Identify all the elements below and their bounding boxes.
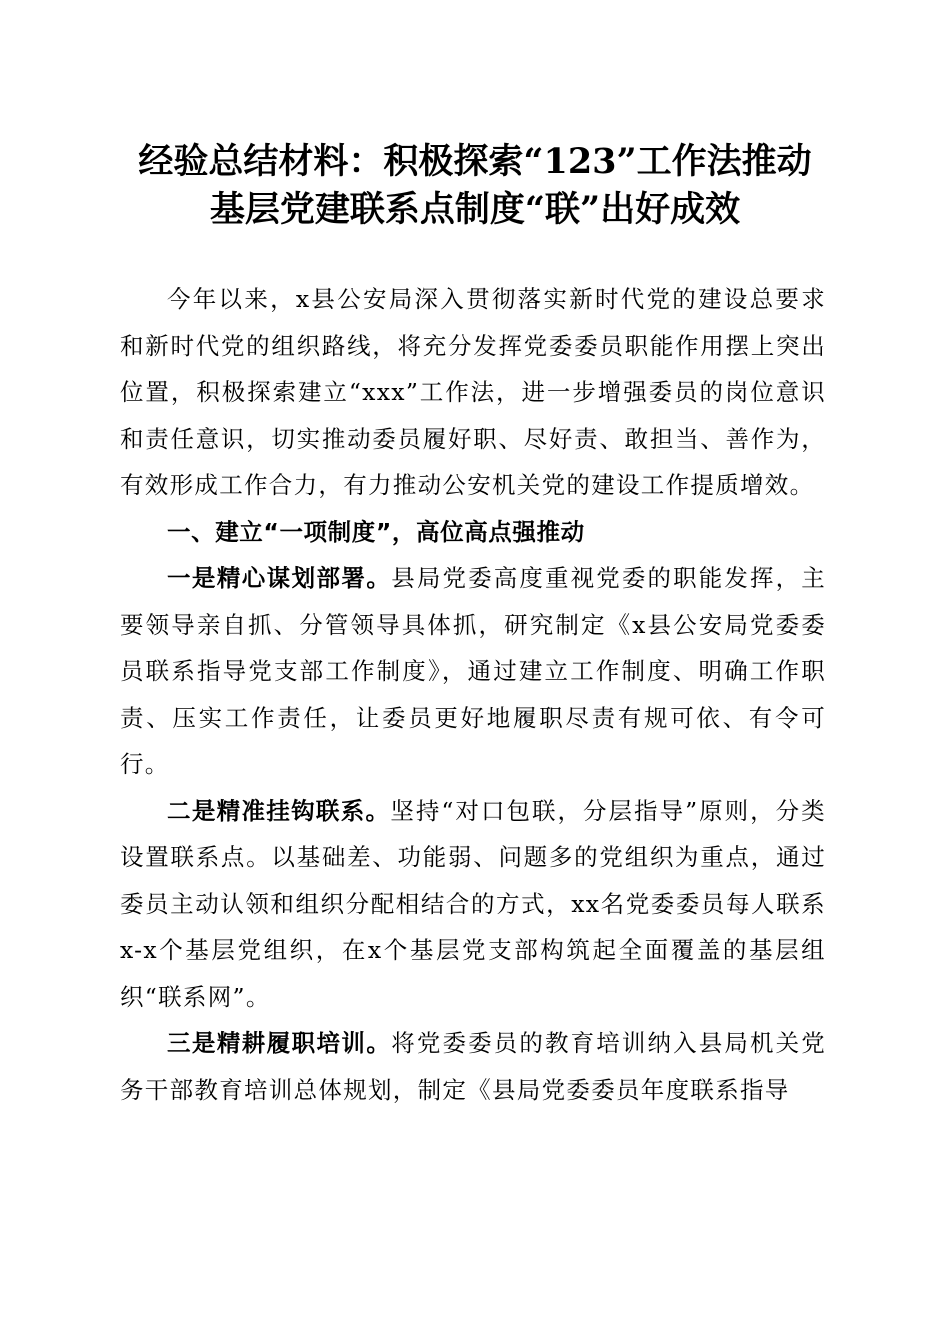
item-3-text: 将党委委员的教育培训纳入县局机关党务干部教育培训总体规划，制定《县局党委委员年度联系指导 — [120, 1029, 826, 1104]
document-body — [120, 276, 826, 1113]
section-1-item-2 — [120, 788, 826, 1021]
title-line-2: 基层党建联系点制度“联”出好成效 — [209, 189, 741, 230]
item-1-lead: 一是精心谋划部署。 — [167, 564, 392, 592]
section-1-item-1 — [120, 555, 826, 788]
item-2-lead: 二是精准挂钩联系。 — [167, 796, 391, 825]
section-1-heading: 一、建立“一项制度”，高位高点强推动 — [167, 517, 585, 546]
item-1-text: 县局党委高度重视党委的职能发挥，主要领导亲自抓、分管领导具体抓，研究制定《x县公安局党委委员联系指导党支部工作制度》，通过建立工作制度、明确工作职责、压实工作责任，让委员更好地履职尽责有规可依、有令可行。 — [120, 564, 826, 778]
title-line-1: 经验总结材料：积极探索“123”工作法推动 — [138, 141, 812, 182]
document-title — [100, 138, 850, 234]
item-2-text: 坚持“对口包联，分层指导”原则，分类设置联系点。以基础差、功能弱、问题多的党组织为重点，通过委员主动认领和组织分配相结合的方式，xx名党委委员每人联系x-x个基层党组织，在x个基层党支部构筑起全面覆盖的基层组织“联系网”。 — [120, 796, 826, 1011]
item-3-lead: 三是精耕履职培训。 — [167, 1029, 392, 1057]
section-1-item-3 — [120, 1020, 826, 1113]
intro-paragraph: 今年以来，x县公安局深入贯彻落实新时代党的建设总要求和新时代党的组织路线，将充分发挥党委委员职能作用摆上突出位置，积极探索建立“xxx”工作法，进一步增强委员的岗位意识和责任意识，切实推动委员履好职、尽好责、敢担当、善作为，有效形成工作合力，有力推动公安机关党的建设工作提质增效。 — [120, 285, 826, 499]
